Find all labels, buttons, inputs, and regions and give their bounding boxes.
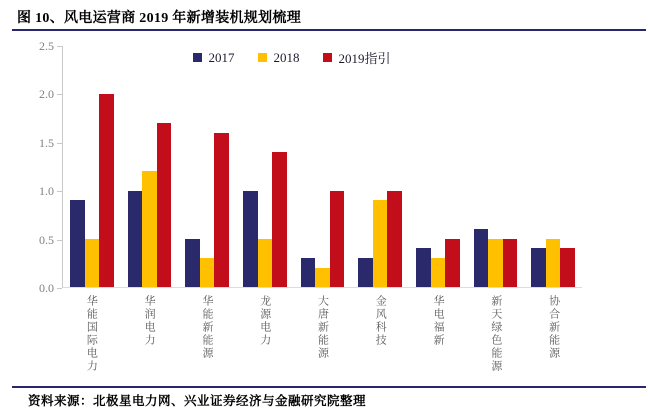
bar-s1-c8 bbox=[546, 239, 561, 287]
footer-divider bbox=[12, 386, 646, 388]
bar-chart bbox=[0, 40, 648, 385]
bar-s1-c5 bbox=[373, 200, 388, 287]
bar-group-7 bbox=[467, 46, 525, 287]
bar-group-6 bbox=[409, 46, 467, 287]
bar-s2-c8 bbox=[560, 248, 575, 287]
x-axis-label: 华电福新 bbox=[432, 295, 445, 347]
bar-s1-c1 bbox=[142, 171, 157, 287]
x-axis-label-cell bbox=[120, 295, 178, 373]
bar-s2-c0 bbox=[99, 94, 114, 287]
bar-group-0 bbox=[63, 46, 121, 287]
bar-group-3 bbox=[236, 46, 294, 287]
y-tick-label: 2.5 bbox=[39, 39, 54, 53]
x-axis-label-cell bbox=[524, 295, 582, 373]
bar-s0-c8 bbox=[531, 248, 546, 287]
source-note: 资料来源：北极星电力网、兴业证券经济与金融研究院整理 bbox=[28, 394, 367, 408]
y-tick-label: 0.0 bbox=[39, 281, 54, 295]
bar-s0-c3 bbox=[243, 191, 258, 287]
bar-s2-c6 bbox=[445, 239, 460, 287]
plot-area bbox=[62, 46, 582, 288]
y-tick-label: 1.5 bbox=[39, 135, 54, 150]
x-axis-label-cell bbox=[178, 295, 236, 373]
bar-s2-c1 bbox=[157, 123, 172, 287]
bar-s2-c5 bbox=[387, 191, 402, 287]
bar-s2-c2 bbox=[214, 133, 229, 287]
bar-s0-c0 bbox=[70, 200, 85, 287]
bar-s0-c4 bbox=[301, 258, 316, 287]
bar-s1-c3 bbox=[258, 239, 273, 287]
x-axis-label-cell bbox=[293, 295, 351, 373]
title-divider bbox=[12, 29, 646, 31]
bar-s2-c3 bbox=[272, 152, 287, 287]
x-axis-label: 华能国际电力 bbox=[85, 295, 98, 373]
y-tick-mark bbox=[57, 288, 62, 289]
bar-s1-c4 bbox=[315, 268, 330, 287]
bar-s1-c2 bbox=[200, 258, 215, 287]
legend-label: 2019指引 bbox=[338, 51, 391, 66]
y-tick-label: 1.0 bbox=[39, 184, 54, 199]
bar-group-5 bbox=[351, 46, 409, 287]
bar-group-8 bbox=[524, 46, 582, 287]
y-tick-label: 2.0 bbox=[39, 87, 54, 102]
x-axis-label: 协合新能源 bbox=[547, 295, 560, 360]
x-axis-label: 龙源电力 bbox=[258, 295, 271, 347]
bar-s0-c5 bbox=[358, 258, 373, 287]
bar-s0-c2 bbox=[185, 239, 200, 287]
x-axis-label: 新天绿色能源 bbox=[489, 295, 502, 373]
x-axis-label-cell bbox=[235, 295, 293, 373]
bar-s0-c7 bbox=[474, 229, 489, 287]
bar-s1-c6 bbox=[431, 258, 446, 287]
bar-s0-c6 bbox=[416, 248, 431, 287]
bar-group-2 bbox=[178, 46, 236, 287]
bar-s0-c1 bbox=[128, 191, 143, 287]
bar-s1-c0 bbox=[85, 239, 100, 287]
x-axis-label-cell bbox=[466, 295, 524, 373]
bar-group-4 bbox=[294, 46, 352, 287]
legend-label: 2017 bbox=[208, 49, 235, 65]
x-axis-label: 华润电力 bbox=[143, 295, 156, 347]
x-axis-labels bbox=[62, 295, 582, 373]
bar-group-1 bbox=[121, 46, 179, 287]
x-axis-label-cell bbox=[409, 295, 467, 373]
x-axis-label: 华能新能源 bbox=[200, 295, 213, 360]
x-axis-label-cell bbox=[351, 295, 409, 373]
figure-title: 图 10、风电运营商 2019 年新增装机规划梳理 bbox=[17, 11, 301, 26]
bar-s1-c7 bbox=[488, 239, 503, 287]
y-tick-label: 0.5 bbox=[39, 232, 54, 247]
x-axis-label: 金风科技 bbox=[374, 295, 387, 347]
legend-label: 2018 bbox=[273, 49, 300, 65]
bar-s2-c7 bbox=[503, 239, 518, 287]
bar-s2-c4 bbox=[330, 191, 345, 287]
x-axis-label-cell bbox=[62, 295, 120, 373]
x-axis-label: 大唐新能源 bbox=[316, 295, 329, 360]
